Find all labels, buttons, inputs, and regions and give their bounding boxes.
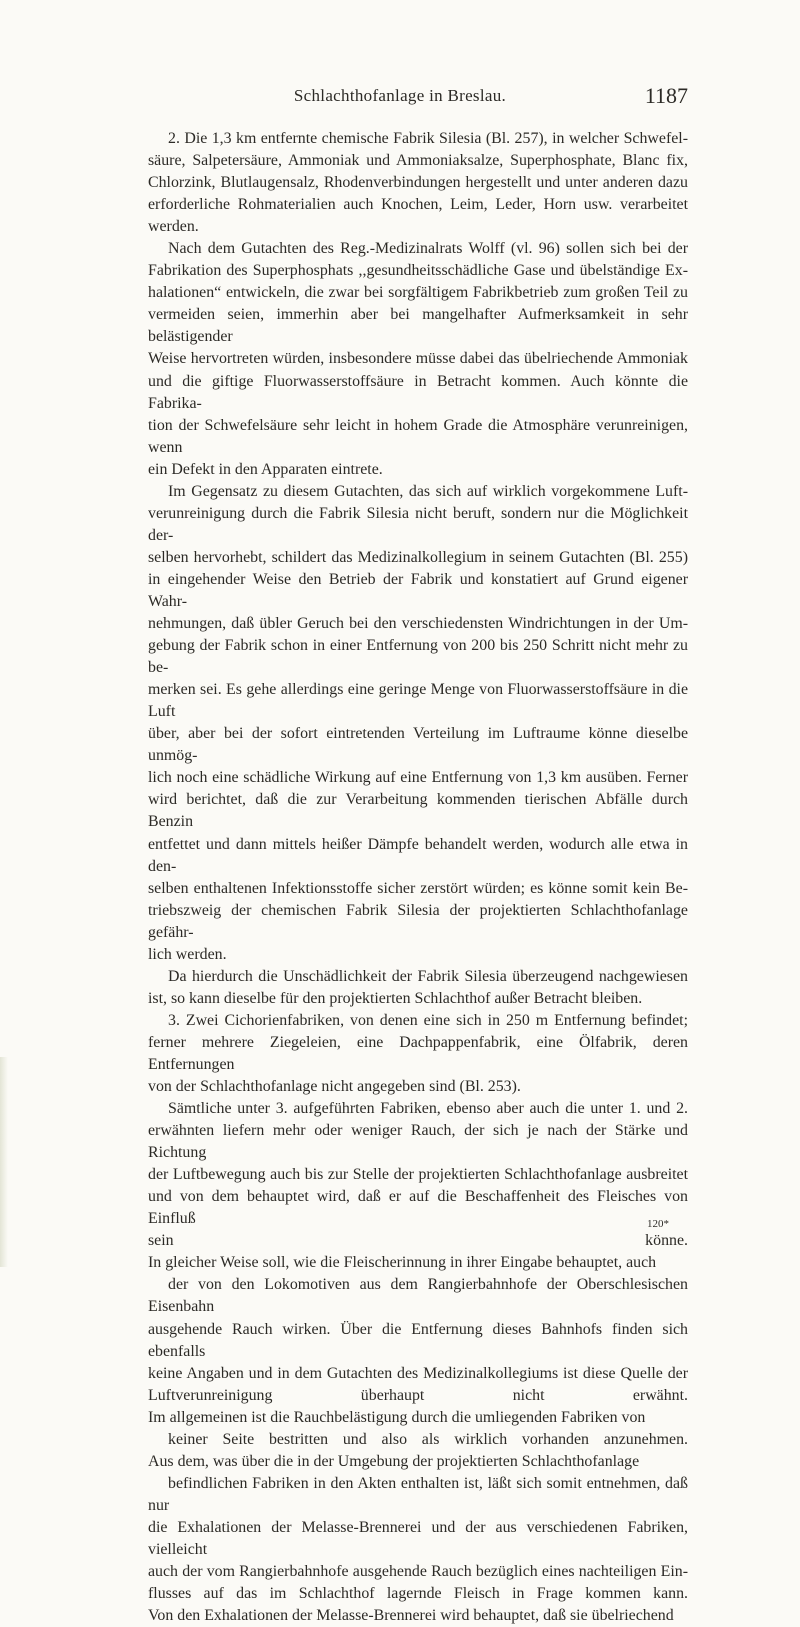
text-line: lich werden. <box>148 945 227 963</box>
text-line: Weise hervortreten würden, insbesondere müsse dabei das übelriechende Ammoniak <box>148 350 688 368</box>
text-line: Im allgemeinen ist die Rauchbelästigung durch die umliegenden Fabriken von <box>148 1408 646 1426</box>
text-line: sein könne. <box>148 1232 688 1250</box>
text-line: In gleicher Weise soll, wie die Fleischerinnung in ihrer Eingabe behauptet, auch <box>148 1254 657 1272</box>
text-line: keiner Seite bestritten und also als wirklich vorhanden anzunehmen. <box>168 1430 688 1448</box>
text-line: wird berichtet, daß die zur Verarbeitung kommenden tierischen Abfälle durch Benzin <box>148 791 688 831</box>
text-line: gebung der Fabrik schon in einer Entfernung von 200 bis 250 Schritt nicht mehr zu be- <box>148 637 688 677</box>
text-line: erforderliche Rohmaterialien auch Knochen, Leim, Leder, Horn usw. verarbeitet werden. <box>148 196 688 236</box>
text-line: keine Angaben und in dem Gutachten des Medizinalkollegiums ist diese Quelle der <box>148 1364 688 1382</box>
text-line: Sämtliche unter 3. aufgeführten Fabriken, ebenso aber auch die unter 1. und 2. <box>168 1100 688 1118</box>
text-line: selben hervorhebt, schildert das Medizinalkollegium in seinem Gutachten (Bl. 255) <box>148 548 688 566</box>
text-line: in eingehender Weise den Betrieb der Fabrik und konstatiert auf Grund eigener Wahr- <box>148 570 688 610</box>
body-text <box>148 128 688 1627</box>
text-line: über, aber bei der sofort eintretenden Verteilung im Luftraume könne dieselbe unmög- <box>148 725 688 765</box>
text-line: erwähnten liefern mehr oder weniger Rauch, der sich je nach der Stärke und Richtung <box>148 1122 688 1162</box>
signature-mark: 120* <box>647 1218 669 1230</box>
scan-edge-shadow <box>0 1057 8 1267</box>
text-line: triebszweig der chemischen Fabrik Silesia der projektierten Schlachthofanlage gefähr- <box>148 901 688 941</box>
text-line: lich noch eine schädliche Wirkung auf eine Entfernung von 1,3 km ausüben. Ferner <box>148 769 688 787</box>
text-line: selben enthaltenen Infektionsstoffe sicher zerstört würden; es könne somit kein Be- <box>148 879 688 897</box>
text-line: und von dem behauptet wird, daß er auf die Beschaffenheit des Fleisches von Einfluß <box>148 1188 688 1228</box>
text-line: halationen“ entwickeln, die zwar bei sorgfältigem Fabrikbetrieb zum großen Teil zu <box>148 284 688 302</box>
text-line: Luftverunreinigung überhaupt nicht erwähnt. <box>148 1386 688 1404</box>
text-line: vermeiden seien, immerhin aber bei mangelhafter Aufmerksamkeit in sehr belästigender <box>148 306 688 346</box>
text-line: und die giftige Fluorwasserstoffsäure in Betracht kommen. Auch könnte die Fabrika- <box>148 372 688 412</box>
running-header <box>0 83 800 116</box>
text-line: Von den Exhalationen der Melasse-Brennerei wird behauptet, daß sie übelriechend <box>148 1607 674 1625</box>
text-line: der von den Lokomotiven aus dem Rangierbahnhofe der Oberschlesischen Eisenbahn <box>148 1276 688 1316</box>
text-line: Nach dem Gutachten des Reg.-Medizinalrats Wolff (vl. 96) sollen sich bei der <box>168 240 688 258</box>
text-line: auch der vom Rangierbahnhofe ausgehende Rauch bezüglich eines nachteiligen Ein- <box>148 1563 688 1581</box>
text-line: Aus dem, was über die in der Umgebung der projektierten Schlachthofanlage <box>148 1452 640 1470</box>
text-line: Fabrikation des Superphosphats ,,gesundheitsschädliche Gase und übelständige Ex- <box>148 262 688 280</box>
text-line: ein Defekt in den Apparaten eintrete. <box>148 460 383 478</box>
text-line: flusses auf das im Schlachthof lagernde Fleisch in Frage kommen kann. <box>148 1585 688 1603</box>
text-line: entfettet und dann mittels heißer Dämpfe behandelt werden, wodurch alle etwa in den- <box>148 835 688 875</box>
text-line: 3. Zwei Cichorienfabriken, von denen eine sich in 250 m Entfernung befindet; <box>168 1011 688 1029</box>
text-line: nehmungen, daß übler Geruch bei den verschiedensten Windrichtungen in der Um- <box>148 615 688 633</box>
page-number: 1187 <box>644 83 688 108</box>
text-line: Im Gegensatz zu diesem Gutachten, das sich auf wirklich vorgekommene Luft- <box>168 482 688 500</box>
text-line: der Luftbewegung auch bis zur Stelle der projektierten Schlachthofanlage ausbreitet <box>148 1166 688 1184</box>
text-line: die Exhalationen der Melasse-Brennerei und der aus verschiedenen Fabriken, vielleicht <box>148 1518 688 1558</box>
text-line: ist, so kann dieselbe für den projektierten Schlachthof außer Betracht bleiben. <box>148 989 643 1007</box>
text-line: Chlorzink, Blutlaugensalz, Rhodenverbindungen hergestellt und unter anderen dazu <box>148 174 688 192</box>
text-line: 2. Die 1,3 km entfernte chemische Fabrik Silesia (Bl. 257), in welcher Schwefel- <box>168 130 688 147</box>
text-line: säure, Salpetersäure, Ammoniak und Ammoniaksalze, Superphosphate, Blanc fix, <box>148 152 688 170</box>
text-line: ausgehende Rauch wirken. Über die Entfernung dieses Bahnhofs finden sich ebenfalls <box>148 1320 688 1360</box>
text-line: merken sei. Es gehe allerdings eine geringe Menge von Fluorwasserstoffsäure in die Luft <box>148 681 688 721</box>
text-line: tion der Schwefelsäure sehr leicht in hohem Grade die Atmosphäre verunreinigen, wenn <box>148 416 688 456</box>
header-title: Schlachthofanlage in Breslau. <box>293 86 507 105</box>
text-line: Da hierdurch die Unschädlichkeit der Fabrik Silesia überzeugend nachgewiesen <box>168 967 688 985</box>
text-line: verunreinigung durch die Fabrik Silesia nicht beruft, sondern nur die Möglichkeit der- <box>148 504 688 544</box>
text-line: von der Schlachthofanlage nicht angegeben sind (Bl. 253). <box>148 1078 521 1096</box>
text-line: ferner mehrere Ziegeleien, eine Dachpappenfabrik, eine Ölfabrik, deren Entfernungen <box>148 1033 688 1073</box>
text-line: befindlichen Fabriken in den Akten enthalten ist, läßt sich somit entnehmen, daß nur <box>148 1474 688 1514</box>
